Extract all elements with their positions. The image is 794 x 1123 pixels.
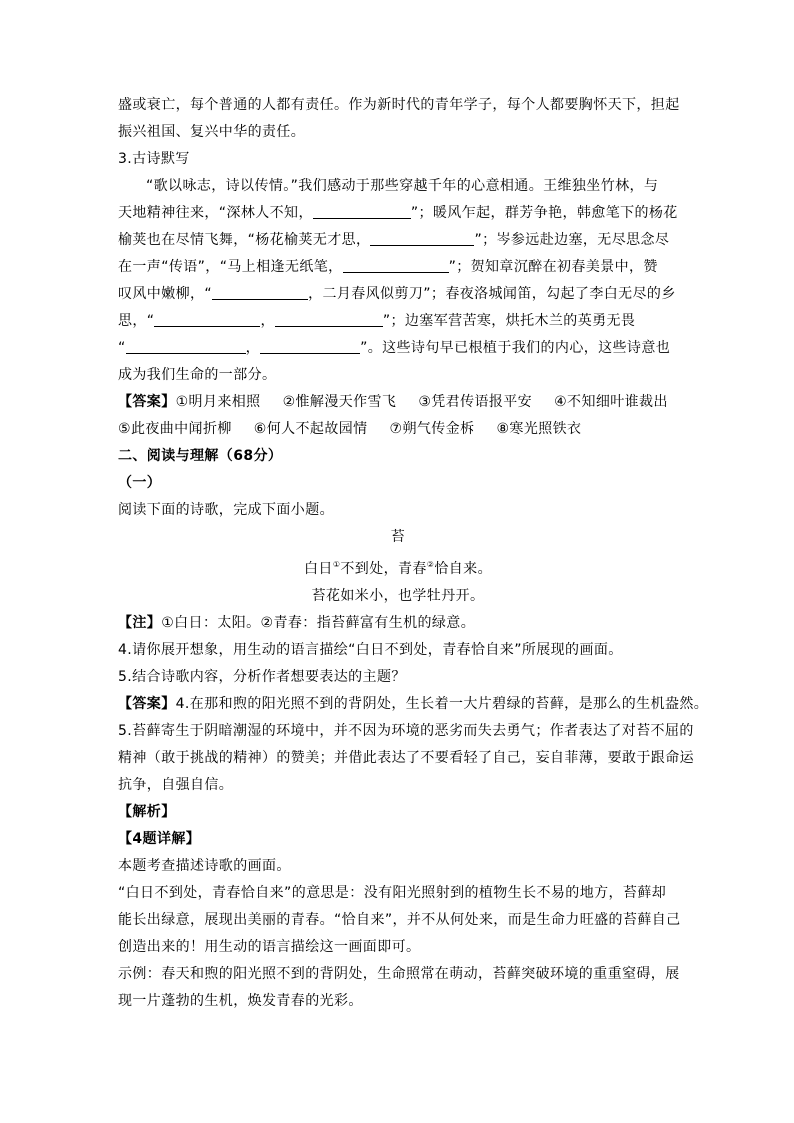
answer-3: 【答案】①明月来相照 ②惟解漫天作雪飞 ③凭君传语报平安 ④不知细叶谁裁出 (118, 394, 668, 410)
analysis-line: 示例：春天和煦的阳光照不到的背阴处，生命照常在萌动，苔藓突破环境的重重窒碍，展 (118, 966, 680, 982)
answer-blank (260, 338, 360, 354)
answer-5-line: 精神（敢于挑战的精神）的赞美；并借此表达了不要看轻了自己，妄自菲薄，要敢于跟命运 (118, 750, 694, 766)
answer-blank (154, 311, 260, 327)
question-3-title: 3.古诗默写 (118, 151, 190, 167)
answer-blank (313, 203, 411, 219)
question-3-line: 榆荚也在尽情飞舞，“杨花榆荚无才思， ”；岑参远赴边塞，无尽思念尽 (118, 232, 670, 248)
answer-blank (343, 257, 449, 273)
subsection-heading: （一） (118, 475, 162, 491)
poem-line: 苔花如米小，也学牡丹开。 (311, 588, 485, 604)
question-3-line: “ ， ”。这些诗句早已根植于我们的内心，这些诗意也 (118, 340, 671, 356)
answer-5-line: 5.苔藓寄生于阴暗潮湿的环境中，并不因为环境的恶劣而失去勇气；作者表达了对苔不屈的 (118, 723, 694, 739)
answer-5-line: 抗争，自强自信。 (118, 777, 234, 793)
poem-line: 白日①不到处，青春②恰自来。 (304, 560, 492, 577)
question-3-line: 在一声“传语”，“马上相逢无纸笔， ”；贺知章沉醉在初春美景中，赞 (118, 259, 658, 275)
analysis-label: 【解析】 (118, 804, 176, 820)
analysis-q4-label: 【4题详解】 (118, 831, 201, 847)
answer-blank (212, 284, 308, 300)
question-3-line: 叹风中嫩柳，“ ，二月春风似剪刀”；春夜洛城闻笛，勾起了李白无尽的乡 (118, 286, 676, 302)
document-page (118, 92, 709, 1015)
answer-blank (370, 230, 474, 246)
analysis-line: 创造出来的！用生动的语言描绘这一画面即可。 (118, 939, 421, 955)
question-3-line: 思，“ ， ”；边塞军营苦寒，烘托木兰的英勇无畏 (118, 313, 636, 329)
paragraph-line: 振兴祖国、复兴中华的责任。 (118, 124, 306, 140)
analysis-line: “白日不到处，青春恰自来”的意思是：没有阳光照射到的植物生长不易的地方，苔藓却 (118, 885, 667, 901)
poem-note: 【注】①白日：太阳。②青春：指苔藓富有生机的绿意。 (118, 615, 476, 631)
answer-3: ⑤此夜曲中闻折柳 ⑥何人不起故园情 ⑦朔气传金柝 ⑧寒光照铁衣 (118, 421, 582, 437)
question-5: 5.结合诗歌内容，分析作者想要表达的主题？ (118, 669, 406, 685)
question-3-line: 成为我们生命的一部分。 (118, 367, 277, 383)
question-3-line: “歌以咏志，诗以传情。”我们感动于那些穿越千年的心意相通。王维独坐竹林，与 (146, 178, 659, 194)
analysis-line: 能长出绿意，展现出美丽的青春。“恰自来”，并不从何处来，而是生命力旺盛的苔藓自己 (118, 912, 681, 928)
question-3-line: 天地精神往来，“深林人不知， ”；暖风乍起，群芳争艳，韩愈笔下的杨花 (118, 205, 678, 221)
answer-blank (126, 338, 246, 354)
answer-4: 【答案】4.在那和煦的阳光照不到的背阴处，生长着一大片碧绿的苔藓，是那么的生机盎然。 (118, 696, 709, 712)
answer-label: 【答案】 (118, 394, 176, 410)
answer-blank (275, 311, 383, 327)
section-heading: 二、阅读与理解（68分） (118, 448, 283, 464)
answer-label: 【答案】 (118, 696, 176, 712)
analysis-line: 现一片蓬勃的生机，焕发青春的光彩。 (118, 993, 363, 1009)
paragraph-line: 盛或衰亡，每个普通的人都有责任。作为新时代的青年学子，每个人都要胸怀天下，担起 (118, 97, 680, 113)
analysis-line: 本题考查描述诗歌的画面。 (118, 858, 291, 874)
instruction: 阅读下面的诗歌，完成下面小题。 (118, 502, 334, 518)
poem-title: 苔 (390, 529, 406, 545)
question-4: 4.请你展开想象，用生动的语言描绘“白日不到处，青春恰自来”所展现的画面。 (118, 642, 623, 658)
